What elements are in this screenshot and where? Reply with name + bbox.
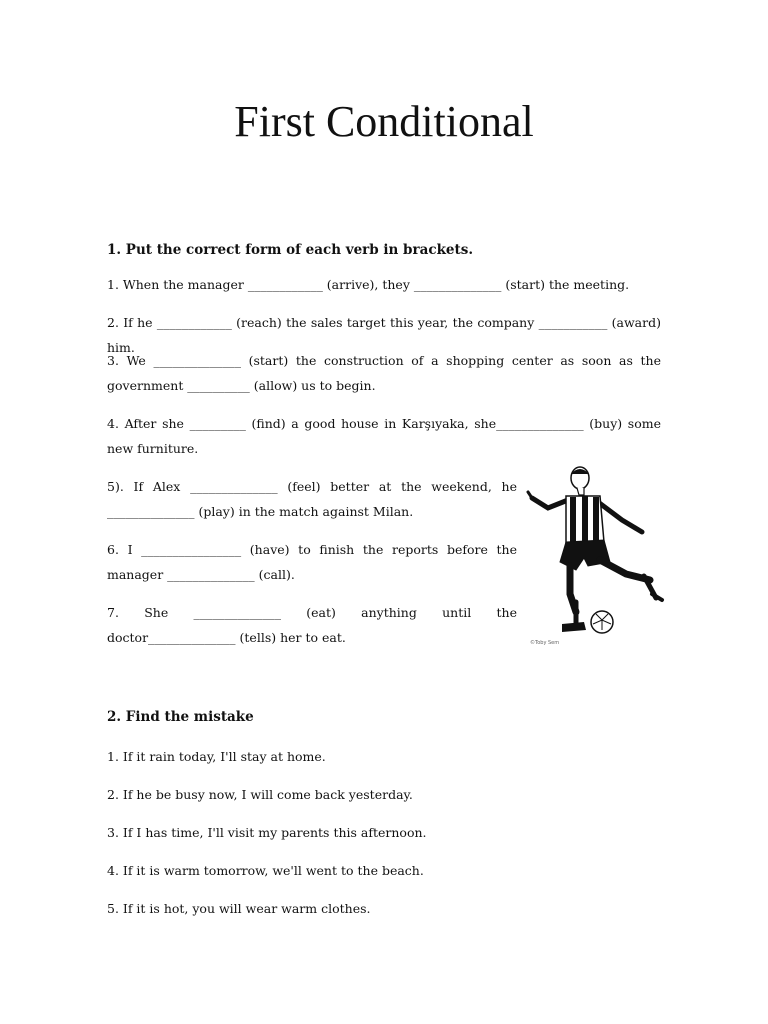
exercise1-item-5: 5). If Alex ______________ (feel) better at the weekend, he ______________ (play) in the match against Milan. — [107, 479, 517, 519]
section2-heading: 2. Find the mistake — [107, 709, 254, 725]
football-player-icon — [526, 462, 666, 647]
page-title: First Conditional — [234, 97, 534, 146]
exercise2-item-2: 2. If he be busy now, I will come back yesterday. — [107, 787, 413, 802]
exercise1-item-7: 7. She ______________ (eat) anything until the doctor______________ (tells) her to eat. — [107, 605, 517, 645]
figure-credit: ©Toby Sem — [530, 640, 560, 646]
exercise2-item-1: 1. If it rain today, I'll stay at home. — [107, 749, 326, 764]
exercise1-item-3: 3. We ______________ (start) the construction of a shopping center as soon as the government __________ (allow) us to begin. — [107, 353, 661, 393]
exercise2-item-5: 5. If it is hot, you will wear warm clothes. — [107, 901, 371, 916]
exercise1-item-6: 6. I ________________ (have) to finish the reports before the manager ______________ (call). — [107, 542, 517, 582]
exercise1-item-1: 1. When the manager ____________ (arrive), they ______________ (start) the meeting. — [107, 277, 630, 292]
exercise1-item-2: 2. If he ____________ (reach) the sales target this year, the company ___________ (award) him. — [107, 315, 661, 355]
exercise2-item-3: 3. If I has time, I'll visit my parents this afternoon. — [107, 825, 427, 840]
section1-heading: 1. Put the correct form of each verb in brackets. — [107, 242, 474, 258]
exercise2-item-4: 4. If it is warm tomorrow, we'll went to the beach. — [107, 863, 424, 878]
exercise1-item-4: 4. After she _________ (find) a good house in Karşıyaka, she______________ (buy) some new furniture. — [107, 416, 661, 456]
